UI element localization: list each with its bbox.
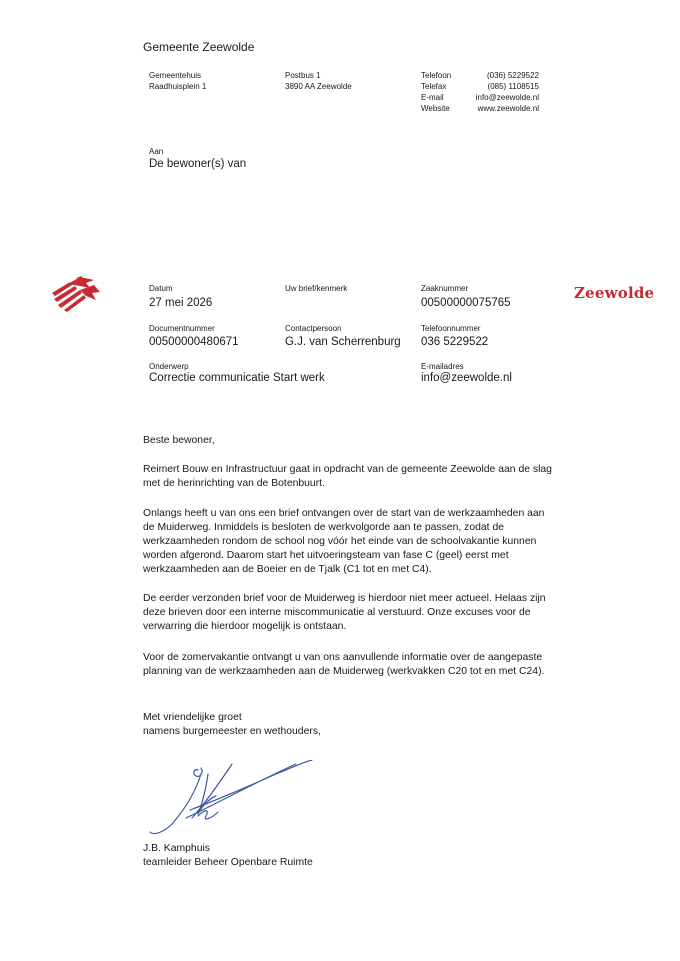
address-line: Postbus 1 (285, 71, 321, 80)
phone-number-label: Telefoonnummer (421, 324, 481, 333)
subject-value: Correctie communicatie Start werk (149, 372, 325, 384)
paragraph-intro (143, 463, 553, 491)
contact-label: Website (421, 104, 450, 113)
reference-label: Uw brief/kenmerk (285, 284, 348, 293)
address-line: Raadhuisplein 1 (149, 82, 207, 91)
contact-value: www.zeewolde.nl (477, 104, 539, 113)
handwritten-signature (146, 760, 316, 838)
date-value: 27 mei 2026 (149, 297, 213, 309)
date-label: Datum (149, 284, 173, 293)
contact-value: info@zeewolde.nl (475, 93, 539, 102)
contact-value: (085) 1108515 (487, 82, 539, 91)
email-value: info@zeewolde.nl (421, 372, 512, 384)
paragraph-text: Reimert Bouw en Infrastructuur gaat in opdracht van de gemeente Zeewolde aan de slag met de herinrichting van de Botenbuurt. (143, 464, 552, 489)
paragraph-apology (143, 592, 553, 634)
subject-label: Onderwerp (149, 362, 189, 371)
salutation: Beste bewoner, (143, 435, 215, 446)
postal-address (285, 70, 352, 92)
contact-person-value: G.J. van Scherrenburg (285, 336, 401, 348)
document-number-label: Documentnummer (149, 324, 215, 333)
visiting-address (149, 70, 206, 92)
contact-value: (036) 5229522 (486, 71, 539, 80)
closing-line: Met vriendelijke groet (143, 712, 242, 723)
phone-number-value: 036 5229522 (421, 336, 489, 348)
zeewolde-logo-icon (50, 276, 102, 312)
contact-person-label: Contactpersoon (285, 324, 342, 333)
closing-line: namens burgemeester en wethouders, (143, 726, 321, 737)
contact-row-phone (421, 70, 539, 81)
address-line: Gemeentehuis (149, 71, 202, 80)
zeewolde-wordmark: Zeewolde (574, 284, 655, 302)
contact-label: Telefoon (421, 71, 452, 80)
contact-row-website (421, 103, 539, 114)
contact-row-email (421, 92, 539, 103)
paragraph-followup (143, 651, 553, 679)
contact-row-fax (421, 81, 539, 92)
contact-label: Telefax (421, 82, 447, 91)
paragraph-text: De eerder verzonden brief voor de Muiderweg is hierdoor niet meer actueel. Helaas zijn deze brieven door een interne miscommunicatie al verstuurd. Onze excuses voor de verwarring die hierdoor mogelijk is ontstaan. (143, 593, 546, 632)
paragraph-text: Onlangs heeft u van ons een brief ontvangen over de start van de werkzaamheden aan de Muiderweg. Inmiddels is besloten de werkvolgorde aan te passen, zodat de werkzaamheden rondom de school nog vóór het einde van de schoolvakantie kunnen worden afgerond. Daarom start het uitvoeringsteam van fase C (geel) eerst met werkzaamheden aan de Boeier en de Tjalk (C1 tot en met C4). (143, 508, 545, 575)
organization-name: Gemeente Zeewolde (143, 40, 255, 54)
contact-block (421, 70, 539, 114)
case-number-value: 00500000075765 (421, 297, 511, 309)
paragraph-text: Voor de zomervakantie ontvangt u van ons aanvullende informatie over de aangepaste planning van de werkzaamheden aan de Muiderweg (werkvakken C20 tot en met C24). (143, 652, 545, 677)
email-label: E-mailadres (421, 362, 464, 371)
document-number-value: 00500000480671 (149, 336, 239, 348)
address-line: 3890 AA Zeewolde (285, 82, 352, 91)
recipient-value: De bewoner(s) van (149, 158, 247, 170)
closing (143, 711, 553, 739)
case-number-label: Zaaknummer (421, 284, 469, 293)
paragraph-change (143, 507, 553, 577)
signer-name: J.B. Kamphuis (143, 843, 210, 854)
contact-label: E-mail (421, 93, 444, 102)
recipient-label: Aan (149, 147, 164, 156)
signer-title: teamleider Beheer Openbare Ruimte (143, 857, 313, 868)
